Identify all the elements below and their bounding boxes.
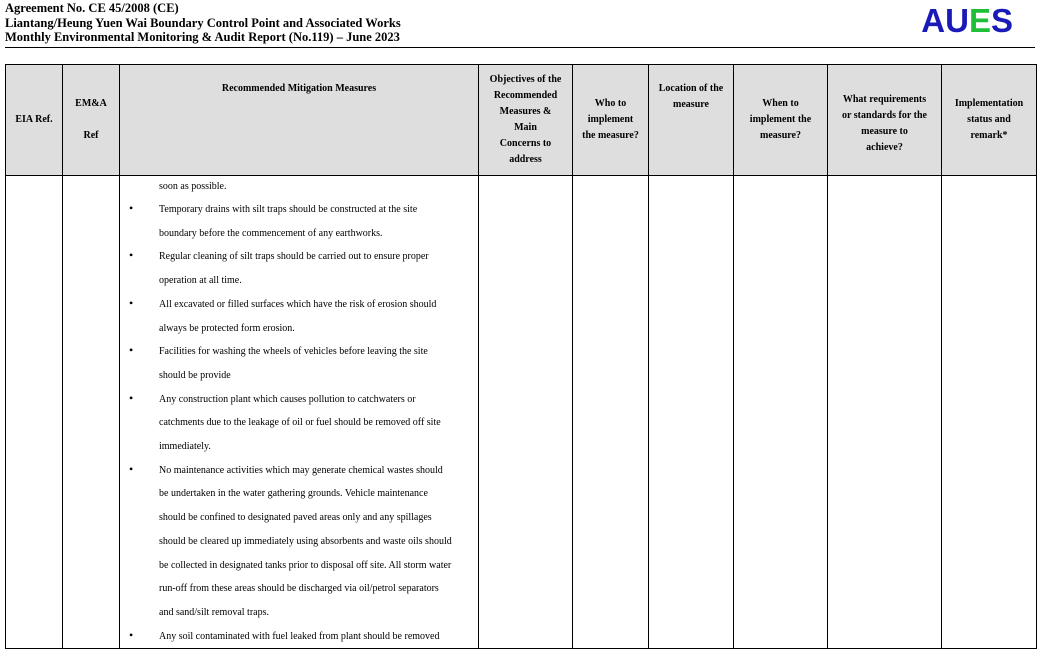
col-measures: Recommended Mitigation Measures bbox=[120, 65, 479, 176]
measure-text: should be cleared up immediately using absorbents and waste oils should bbox=[159, 535, 452, 547]
measure-text: soon as possible. bbox=[159, 181, 227, 192]
measure-text: should be confined to designated paved areas only and any spillages bbox=[159, 512, 432, 524]
bullet-icon: • bbox=[129, 248, 134, 263]
col-status: Implementation status and remark* bbox=[942, 65, 1037, 176]
measure-text: run-off from these areas should be discharged via oil/petrol separators bbox=[159, 583, 439, 595]
col-eia-ref: EIA Ref. bbox=[6, 65, 63, 176]
bullet-list-item bbox=[120, 198, 478, 222]
measure-text: be undertaken in the water gathering grounds. Vehicle maintenance bbox=[159, 488, 428, 500]
measure-text: Any construction plant which causes pollution to catchwaters or bbox=[159, 393, 416, 405]
col-location: Location of the measure bbox=[649, 65, 734, 176]
bullet-list-item bbox=[120, 388, 478, 412]
list-item-continuation bbox=[120, 554, 478, 578]
measures-list bbox=[120, 176, 478, 648]
col-ema-ref: EM&A Ref bbox=[63, 65, 120, 176]
list-item-continuation bbox=[120, 482, 478, 506]
bullet-icon: • bbox=[129, 201, 134, 215]
logo-part-s: S bbox=[990, 2, 1013, 39]
aues-logo bbox=[921, 3, 1013, 39]
bullet-icon: • bbox=[129, 461, 134, 476]
table-header-row bbox=[6, 65, 1037, 176]
list-item-continuation bbox=[120, 222, 478, 246]
measure-text: and sand/silt removal traps. bbox=[159, 606, 269, 618]
logo-part-au: AU bbox=[921, 2, 969, 39]
cell-who bbox=[573, 176, 649, 649]
measure-text: always be protected form erosion. bbox=[159, 322, 295, 334]
logo-part-e: E bbox=[968, 2, 991, 39]
list-item-continuation bbox=[120, 506, 478, 530]
cell-location bbox=[649, 176, 734, 649]
bullet-list-item bbox=[120, 459, 478, 483]
cell-eia-ref bbox=[6, 176, 63, 649]
measure-text: boundary before the commencement of any earthworks. bbox=[159, 227, 383, 239]
measure-text: Temporary drains with silt traps should be constructed at the site bbox=[159, 204, 418, 215]
measure-text: catchments due to the leakage of oil or fuel should be removed off site bbox=[159, 417, 441, 429]
agreement-number: Agreement No. CE 45/2008 (CE) bbox=[5, 1, 179, 15]
project-title: Liantang/Heung Yuen Wai Boundary Control Point and Associated Works bbox=[5, 15, 401, 30]
cell-objectives bbox=[479, 176, 573, 649]
list-item-continuation bbox=[120, 176, 478, 198]
bullet-icon: • bbox=[129, 390, 134, 405]
measure-text: Facilities for washing the wheels of vehicles before leaving the site bbox=[159, 346, 428, 358]
list-item-continuation bbox=[120, 601, 478, 625]
list-item-continuation bbox=[120, 435, 478, 459]
mitigation-measures-table bbox=[5, 64, 1037, 649]
measure-text: immediately. bbox=[159, 441, 211, 453]
bullet-icon: • bbox=[129, 295, 134, 310]
list-item-continuation bbox=[120, 317, 478, 341]
measure-text: should be provide bbox=[159, 369, 231, 381]
col-when: When to implement the measure? bbox=[734, 65, 828, 176]
measure-text: operation at all time. bbox=[159, 275, 242, 287]
col-requirements: What requirements or standards for the measure to achieve? bbox=[828, 65, 942, 176]
table-row bbox=[6, 176, 1037, 649]
bullet-icon: • bbox=[129, 343, 134, 358]
header-divider bbox=[5, 47, 1035, 48]
bullet-list-item bbox=[120, 245, 478, 269]
measure-text: be collected in designated tanks prior to disposal off site. All storm water bbox=[159, 559, 452, 571]
bullet-list-item bbox=[120, 340, 478, 364]
cell-requirements bbox=[828, 176, 942, 649]
cell-ema-ref bbox=[63, 176, 120, 649]
cell-measures bbox=[120, 176, 479, 649]
measure-text: All excavated or filled surfaces which have the risk of erosion should bbox=[159, 298, 437, 310]
list-item-continuation bbox=[120, 530, 478, 554]
document-header bbox=[5, 1, 1035, 47]
col-who: Who to implement the measure? bbox=[573, 65, 649, 176]
list-item-continuation bbox=[120, 411, 478, 435]
bullet-icon: • bbox=[129, 627, 134, 642]
measure-text: Regular cleaning of silt traps should be carried out to ensure proper bbox=[159, 251, 429, 263]
list-item-continuation bbox=[120, 269, 478, 293]
col-objectives: Objectives of the Recommended Measures & Main Concerns to address bbox=[479, 65, 573, 176]
list-item-continuation bbox=[120, 577, 478, 601]
bullet-list-item bbox=[120, 293, 478, 317]
measure-text: Any soil contaminated with fuel leaked from plant should be removed bbox=[159, 630, 440, 642]
list-item-continuation bbox=[120, 364, 478, 388]
measure-text: No maintenance activities which may generate chemical wastes should bbox=[159, 464, 443, 476]
cell-when bbox=[734, 176, 828, 649]
report-title: Monthly Environmental Monitoring & Audit Report (No.119) – June 2023 bbox=[5, 30, 400, 44]
cell-status bbox=[942, 176, 1037, 649]
